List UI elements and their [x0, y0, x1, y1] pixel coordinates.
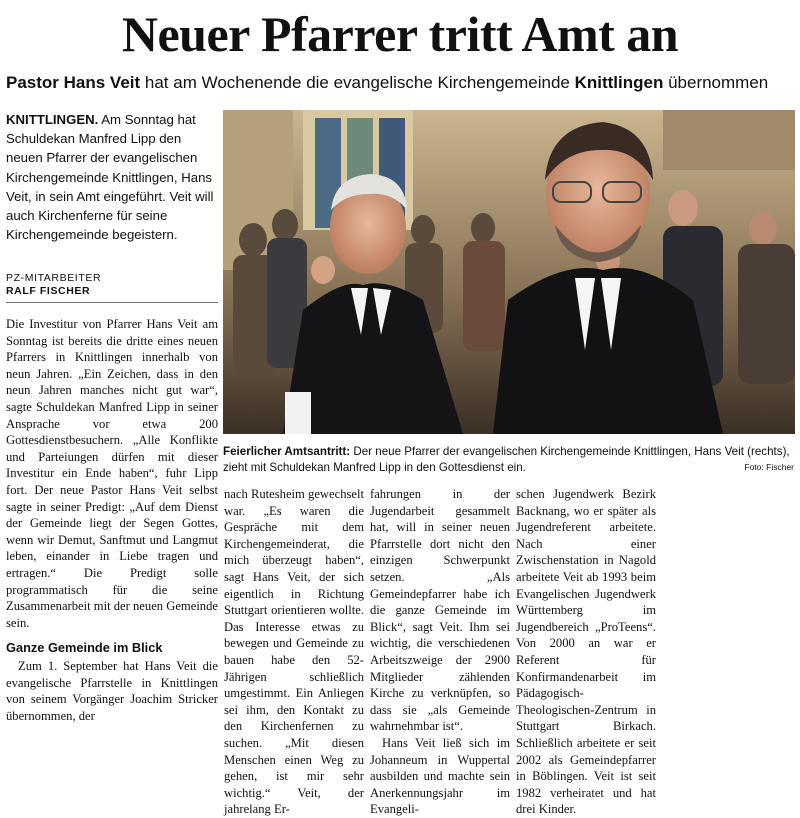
- photo-credit: Foto: Fischer: [744, 462, 794, 472]
- byline-role: PZ-MITARBEITER: [6, 272, 102, 284]
- article-column-2: [224, 486, 364, 818]
- caption-title: Feierlicher Amtsantritt:: [223, 445, 351, 458]
- subheadline-text: hat am Wochenende die evangelische Kirchengemeinde: [140, 73, 575, 92]
- lead-paragraph: [6, 110, 218, 244]
- body-paragraph: Die Investitur von Pfarrer Hans Veit am Sonntag ist bereits die dritte eines neuen Pfarrers in Knittlingen innerhalb von neun Jahren. „Ein Zeichen, dass in den neun Jahren manches nicht gut war“, sagte Schuldekan Manfred Lipp in seiner Ansprache vor etwa 200 Gottesdienstbesuchern. „Alle Konflikte und Parteiungen dürfen mit dieser Investitur ein Ende haben“, fuhr Lipp fort. Der neue Pastor Hans Veit selbst sagte in seiner Predigt: „Auf dem Dienst der Gemeinde liegt der Segen Gottes, wenn wir Demut, Sanftmut und Langmut leben, einander in Liebe tragen und ertragen.“ Die Predigt solle programmatisch für die seine Zusammenarbeit mit der neuen Gemeinde sein.: [6, 317, 218, 630]
- body-paragraph: fahrungen in der Jugendarbeit gesammelt hat, will in seiner neuen Pfarrstelle dort nicht den einzigen Schwerpunkt setzen. „Als Gemeindepfarrer habe ich die ganze Gemeinde im Blick“, sagt Veit. Ihm sei wichtig, die verschiedenen Arbeitszweige der 2900 Mitglieder zählenden Kirche zu verknüpfen, so dass sie „als Gemeinde wahrnehmbar ist“.: [370, 487, 510, 734]
- byline-name: RALF FISCHER: [6, 285, 91, 297]
- caption-text: Der neue Pfarrer der evangelischen Kirchengemeinde Knittlingen, Hans Veit (rechts), zieht mit Schuldekan Manfred Lipp in den Gottesdienst ein.: [223, 445, 790, 474]
- article-column-3: [370, 486, 510, 818]
- body-paragraph: Zum 1. September hat Hans Veit die evangelische Pfarrstelle in Knittlingen von seinem Vorgänger Joachim Stricker übernommen, der: [6, 659, 218, 724]
- subheadline-name: Pastor Hans Veit: [6, 73, 141, 92]
- body-paragraph: Hans Veit ließ sich im Johanneum in Wuppertal ausbilden und machte sein Anerkennungsjahr im Evangeli-: [370, 735, 510, 817]
- article-photo: [223, 110, 795, 434]
- subheadline-place: Knittlingen: [574, 73, 664, 92]
- body-paragraph: nach Rutesheim gewechselt war. „Es waren die Gespräche mit dem Kirchengemeinderat, die mich überzeugt haben“, sagt Hans Veit, der sich eigentlich in Richtung Stuttgart orientieren wollte. Das Interesse etwas zu bewegen und Gemeinde zu bauen habe den 52-Jährigen schließlich umgestimmt. Ein Anliegen sei ihm, den Kontakt zu den Kirchenfernen zu suchen. „Mit diesen Menschen einen Weg zu gehen, ist mir sehr wichtig.“ Veit, der jahrelang Er-: [224, 487, 364, 817]
- dateline: KNITTLINGEN.: [6, 112, 99, 127]
- headline: Neuer Pfarrer tritt Amt an: [121, 6, 679, 62]
- lead-text: Am Sonntag hat Schuldekan Manfred Lipp den neuen Pfarrer der evangelischen Kirchengemeinde Knittlingen, Hans Veit, in sein Amt eingeführt. Veit will auch Kirchenferne für seine Kirchengemeinde begeistern.: [6, 112, 214, 243]
- subheadline: [6, 72, 796, 94]
- subheadline-end: übernommen: [663, 73, 769, 92]
- article-column-1: [6, 316, 218, 725]
- divider: [6, 302, 218, 303]
- subheading: Ganze Gemeinde im Blick: [6, 640, 163, 656]
- photo-caption: [223, 444, 795, 476]
- article-column-4: [516, 486, 656, 818]
- body-paragraph: schen Jugendwerk Bezirk Backnang, wo er später als Jugendreferent arbeitete. Nach einer Zwischenstation in Nagold arbeitete Veit ab 1993 beim Evangelischen Jugendwerk Württemberg im Jugendbereich „ProTeens“. Von 2000 an war er Referent für Konfirmandenarbeit im Pädagogisch-Theologischen-Zentrum in Stuttgart Birkach. Schließlich arbeitete er seit 2002 als Gemeindepfarrer in Böblingen. Veit ist seit 1982 verheiratet und hat drei Kinder.: [516, 487, 656, 817]
